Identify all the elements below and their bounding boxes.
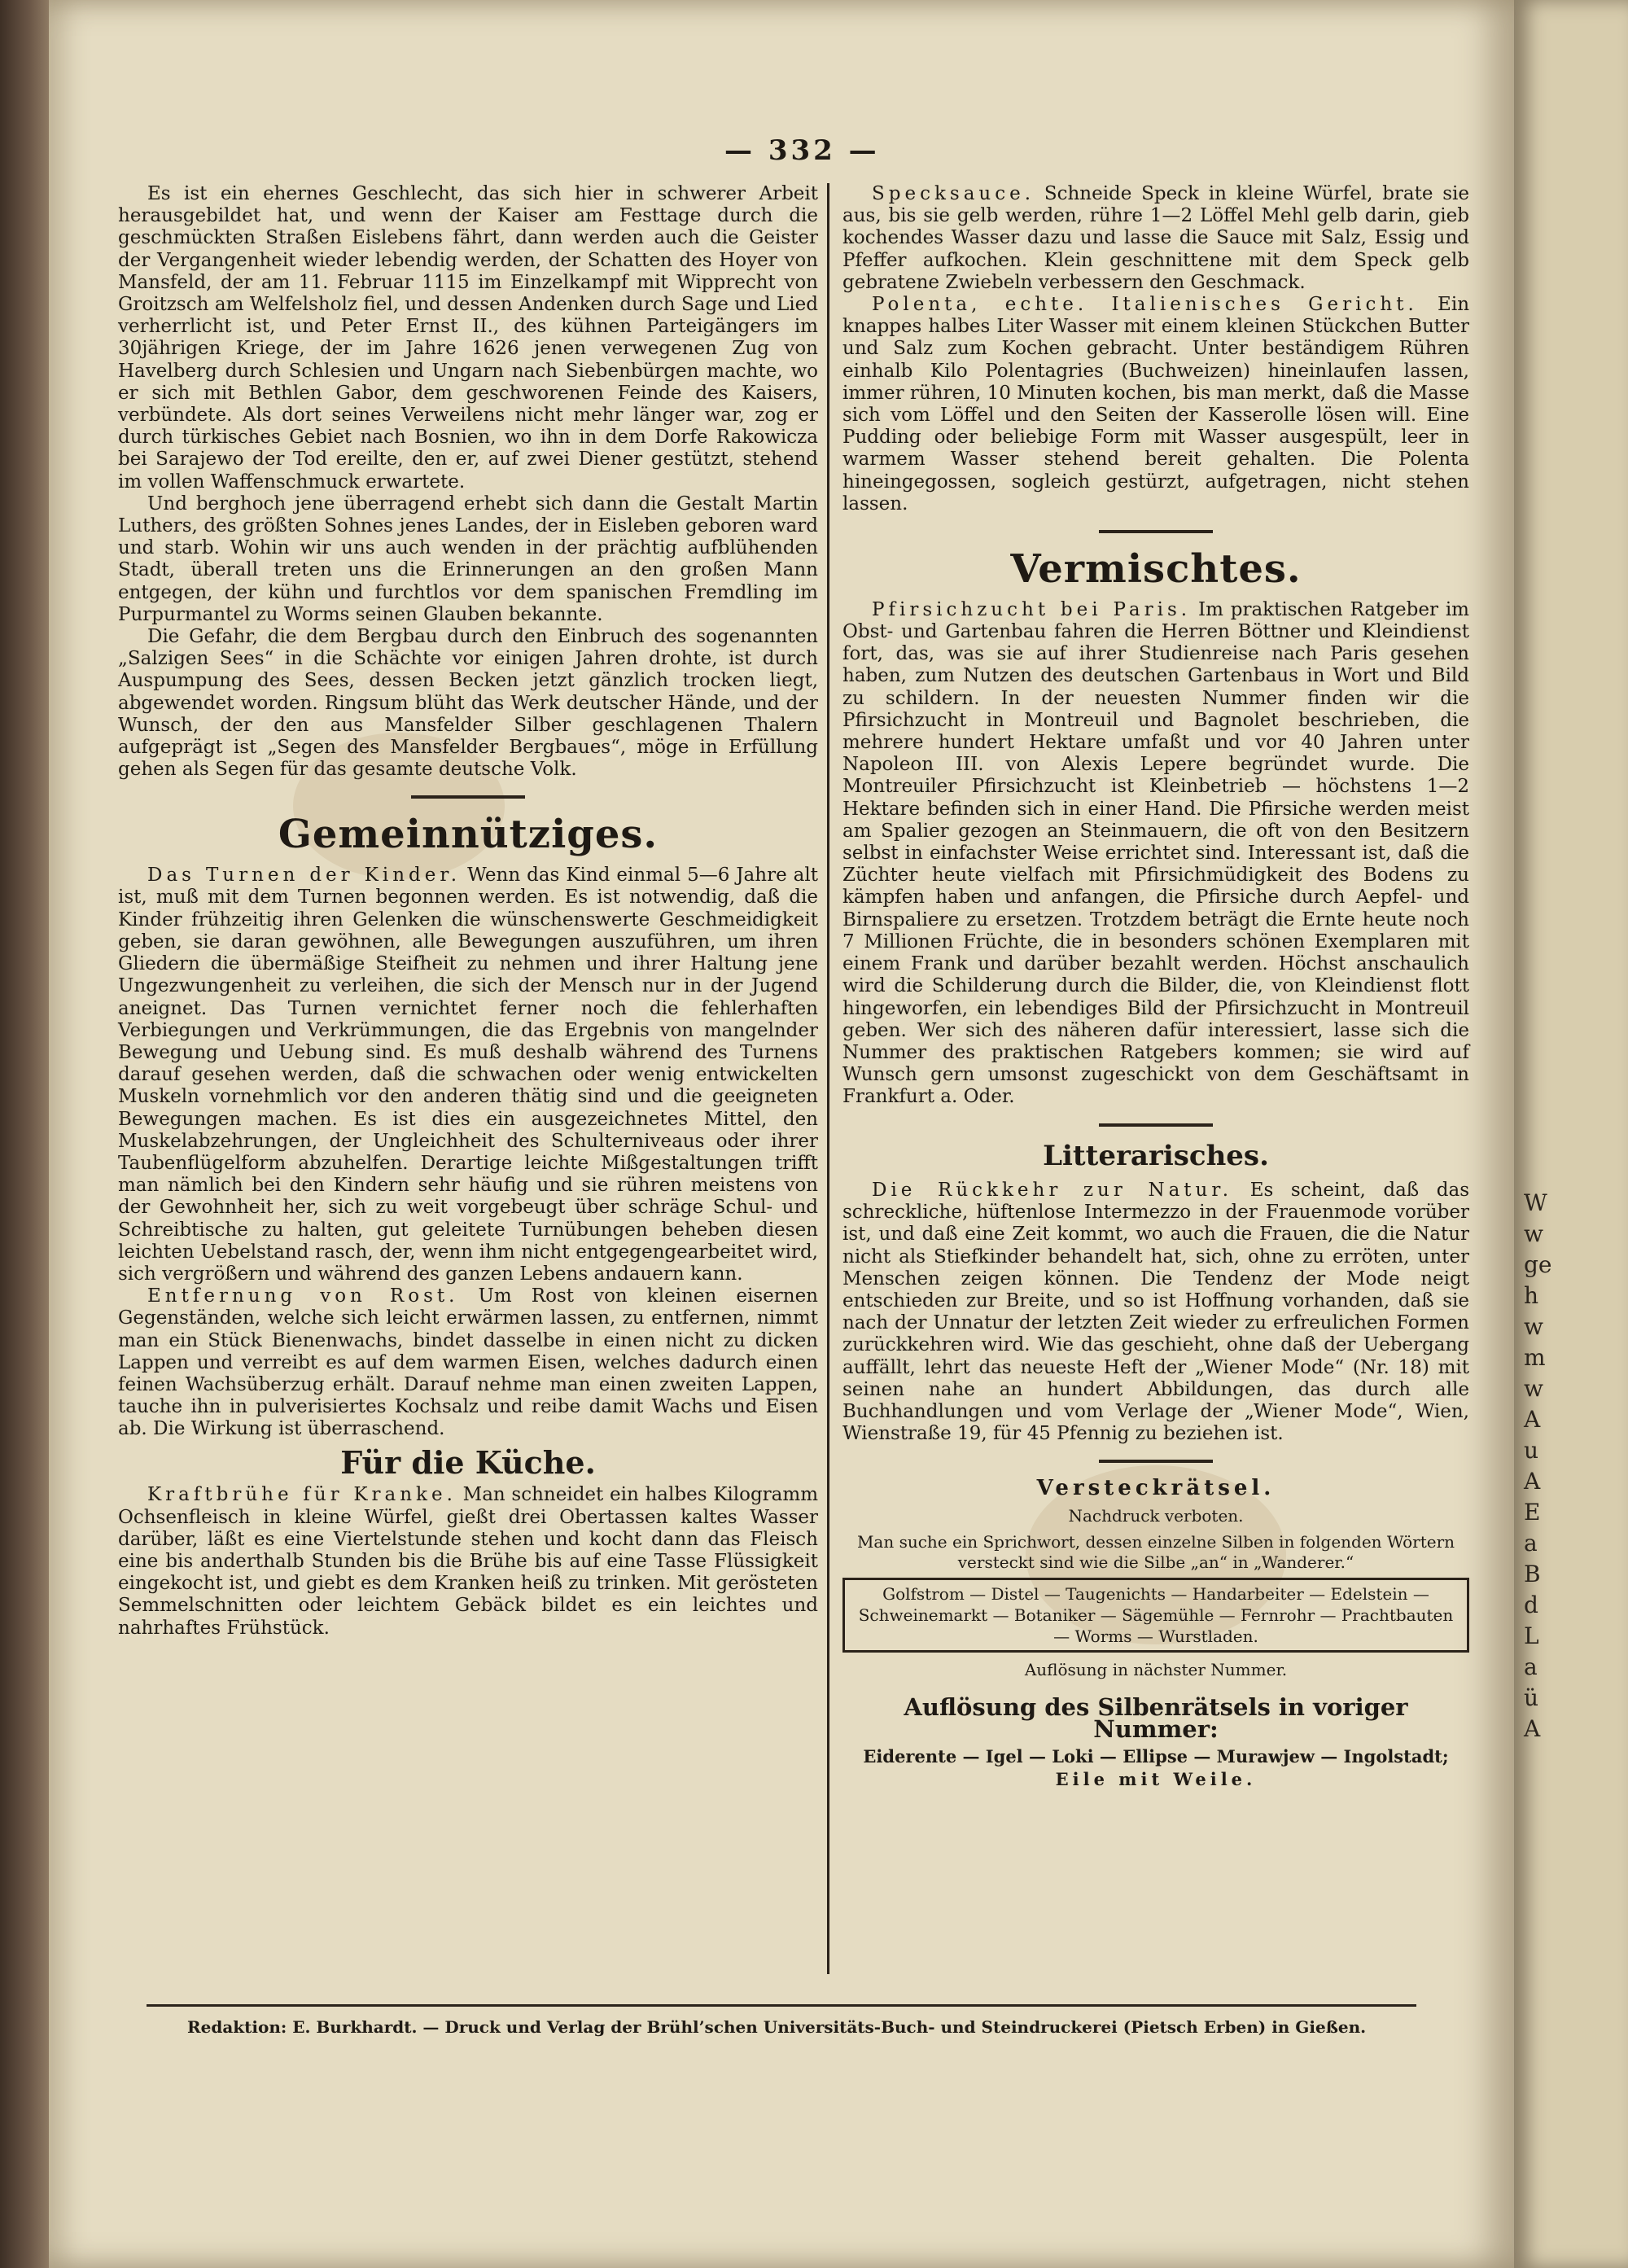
- solution-heading: Auflösung des Silbenrätsels in voriger Nummer:: [904, 1692, 1408, 1743]
- adjacent-page-fragment: u: [1524, 1437, 1539, 1464]
- adjacent-page-fragment: a: [1524, 1653, 1538, 1680]
- turnen-article: [118, 865, 818, 1285]
- pfirsich-text: Im praktischen Ratgeber im Obst- und Gartenbau fahren die Herren Böttner und Kleindienst fort, das, was sie auf ihrer Studienreise nach Paris gesehen haben, zum Nutzen des deutschen Gartenbaus in Wort und Bild zu schildern. In der neuesten Nummer finden wir die Pfirsichzucht in Montreuil und Bagnolet beschrieben, die mehrere hundert Hektare umfaßt und vor 40 Jahren unter Napoleon III. von Alexis Lepere begründet wurde. Die Montreuiler Pfirsichzucht ist Kleinbetrieb — höchstens 1—2 Hektare befinden sich in einer Hand. Die Pfirsiche werden meist am Spalier gezogen an Steinmauern, die oft von den Besitzern selbst in einfachster Weise errichtet sind. Interessant ist, daß die Züchter heute vielfach mit Pfirsichmüdigkeit des Bodens zu kämpfen haben und anfangen, die Pfirsiche durch Aepfel- und Birnspaliere zu ersetzen. Trotzdem beträgt die Ernte heute noch 7 Millionen Früchte, die in besonders schönen Exemplaren mit einem Frank und darüber bezahlt werden. Höchst anschaulich wird die Schilderung durch die Bilder, die, von Kleindienst flott hingeworfen, ein lebendiges Bild der Pfirsichzucht in Montreuil geben. Wer sich des näheren dafür interessiert, lasse sich die Nummer des praktischen Ratgebers kommen; sie wird auf Wunsch gern umsonst zugeschickt von dem Geschäftsamt in Frankfurt a. Oder.: [842, 598, 1469, 1108]
- intro-paragraph-3: Die Gefahr, die dem Bergbau durch den Einbruch des sogenannten „Salzigen Sees“ in die Schächte vor einigen Jahren drohte, ist durch Auspumpung des Sees, dessen Becken jetzt gänzlich trocken liegt, abgewendet worden. Ringsum blüht das Werk deutscher Hände, und der Wunsch, der den aus Mansfelder Silber geschlagenen Thalern aufgeprägt ist „Segen des Mansfelder Bergbaues“, möge in Erfüllung gehen als Segen für das gesamte deutsche Volk.: [118, 626, 818, 781]
- puzzle-title: Versteckrätsel.: [1036, 1476, 1276, 1501]
- adjacent-page-fragment: ü: [1524, 1684, 1539, 1711]
- adjacent-page-fragment: a: [1524, 1530, 1538, 1557]
- adjacent-page-edge: [1514, 0, 1628, 2268]
- adjacent-page-fragment: A: [1524, 1715, 1541, 1742]
- intro-paragraph-1: Es ist ein ehernes Geschlecht, das sich hier in schwerer Arbeit herausgebildet hat, und wenn der Kaiser am Festtage durch die geschmückten Straßen Eislebens fährt, dann werden auch die Geister der Vergangenheit wieder lebendig werden, der Schatten des Hoyer von Mansfeld, der am 11. Februar 1115 im Einzelkampf mit Wipprecht von Groitzsch am Welfelsholz fiel, und dessen Andenken durch Sage und Lied verherrlicht ist, und Peter Ernst II., des kühnen Parteigängers im 30jährigen Kriege, der im Jahre 1626 jenen verwegenen Zug von Havelberg durch Schlesien und Ungarn nach Siebenbürgen machte, wo er sich mit Bethlen Gabor, dem geschworenen Feinde des Kaisers, verbündete. Als dort seines Verweilens nicht mehr länger war, zog er durch türkisches Gebiet nach Bosnien, wo ihn in dem Dorfe Rakowicza bei Sarajewo der Tod ereilte, den er, auf zwei Diener gestützt, stehend im vollen Waffenschmuck erwartete.: [118, 183, 818, 493]
- gemeinnuetziges-heading: Gemeinnütziges.: [278, 812, 659, 858]
- right-column: [842, 183, 1469, 1791]
- left-column: [118, 183, 818, 1640]
- turnen-text: Wenn das Kind einmal 5—6 Jahre alt ist, muß mit dem Turnen begonnen werden. Es ist notwendig, daß die Kinder frühzeitig ihren Gelenken die wünschenswerte Geschmeidigkeit geben, sie daran gewöhnen, alle Bewegungen auszuführen, um ihren Gliedern die übermäßige Steifheit zu nehmen und ihrer Haltung jene Ungezwungenheit zu verleihen, die sich der Mensch nur in der Jugend aneignet. Das Turnen vernichtet ferner noch die fehlerhaften Verbiegungen und Verkrümmungen, die das Ergebnis von mangelnder Bewegung und Uebung sind. Es muß deshalb während des Turnens darauf gesehen werden, daß die schwachen oder wenig entwickelten Muskeln vornehmlich vor den anderen thätig sind und die geeigneten Bewegungen machen. Es ist dies ein ausgezeichnetes Mittel, den Muskelabzehrungen, der Ungleichheit des Schulterniveaus oder ihrer Taubenflügelform abzuhelfen. Derartige leichte Mißgestaltungen trifft man nämlich bei den Kindern sehr häufig und sie rühren meistens von der Gewohnheit her, sich zu weit vorgebeugt über schräge Schul- und Schreibtische zu halten, gut geleitete Turnübungen beheben diesen leichten Uebelstand rasch, der, wenn ihm nicht entgegengearbeitet wird, sich vergrößern und während des ganzen Lebens andauern kann.: [118, 865, 818, 1285]
- puzzle-instruction: Man suche ein Sprichwort, dessen einzelne Silben in folgenden Wörtern versteckt sind wie die Silbe „an“ in „Wanderer.“: [856, 1531, 1455, 1572]
- page-number: — 332 —: [724, 134, 880, 167]
- adjacent-page-fragment: ge: [1524, 1251, 1552, 1278]
- vermischtes-heading: Vermischtes.: [1010, 546, 1302, 593]
- adjacent-page-fragment: h: [1524, 1282, 1539, 1309]
- kraft-title: Kraftbrühe für Kranke.: [147, 1484, 457, 1506]
- rost-text: Um Rost von kleinen eisernen Gegenständen, welche sich leicht erwärmen lassen, zu entfernen, nimmt man ein Stück Bienenwachs, bindet dasselbe in einen nicht zu dicken Lappen und verreibt es auf dem warmen Eisen, welches dadurch einen feinen Wachsüberzug erhält. Darauf nehme man einen zweiten Lappen, tauche ihn in pulverisiertes Kochsalz und reibe damit Wachs und Eisen ab. Die Wirkung ist überraschend.: [118, 1285, 818, 1440]
- speck-title: Specksauce.: [872, 183, 1035, 204]
- rueckkehr-article: [842, 1180, 1469, 1445]
- adjacent-page-fragment: A: [1524, 1406, 1541, 1433]
- adjacent-page-fragment: B: [1524, 1561, 1541, 1587]
- adjacent-page-fragment: d: [1524, 1592, 1538, 1618]
- adjacent-page-fragment: w: [1524, 1375, 1543, 1402]
- kueche-heading: Für die Küche.: [340, 1443, 596, 1481]
- book-binding: [0, 0, 49, 2268]
- rueckkehr-title: Die Rückkehr zur Natur.: [872, 1179, 1233, 1201]
- adjacent-page-fragment: w: [1524, 1220, 1543, 1247]
- speck-article: [842, 183, 1469, 294]
- adjacent-page-fragment: E: [1524, 1499, 1541, 1526]
- pfirsich-title: Pfirsichzucht bei Paris.: [872, 598, 1192, 620]
- footer-rule: [147, 2004, 1416, 2007]
- rueckkehr-text: Es scheint, daß das schreckliche, hüftenlose Intermezzo in der Frauenmode vorüber ist, und daß eine Zeit kommt, wo auch die Frauen, die die Natur nicht als Stiefkinder behandelt hat, sich, ohne zu erröten, unter Menschen zeigen können. Die Tendenz der Mode neigt entschieden zur Breite, und so ist Hoffnung vorhanden, daß sie nach der Unnatur der letzten Zeit wieder zu erfreulichen Formen zurückkehren wird. Wie das geschieht, ohne daß der Uebergang auffällt, lehrt das neueste Heft der „Wiener Mode“ (Nr. 18) mit seinen nahe an hundert Abbildungen, das durch alle Buchhandlungen und vom Verlage der „Wiener Mode“, Wien, Wienstraße 19, für 45 Pfennig zu beziehen ist.: [842, 1179, 1469, 1445]
- pfirsich-article: [842, 599, 1469, 1109]
- solution-phrase: Eile mit Weile.: [1055, 1769, 1257, 1790]
- kraft-article: [118, 1484, 818, 1639]
- polenta-title: Polenta, echte. Italienisches Gericht.: [872, 294, 1418, 316]
- adjacent-page-fragment: W: [1524, 1189, 1547, 1216]
- solution-answers: Eiderente — Igel — Loki — Ellipse — Murawjew — Ingolstadt;: [863, 1746, 1449, 1767]
- imprint-footer: Redaktion: E. Burkhardt. — Druck und Verlag der Brühl’schen Universitäts-Buch- und Steindruckerei (Pietsch Erben) in Gießen.: [187, 2017, 1367, 2037]
- versteckraetsel: [842, 1478, 1469, 1791]
- rost-article: [118, 1285, 818, 1440]
- rost-title: Entfernung von Rost.: [147, 1285, 459, 1307]
- puzzle-note: Nachdruck verboten.: [1068, 1505, 1244, 1526]
- polenta-text: Ein knappes halbes Liter Wasser mit einem kleinen Stückchen Butter und Salz zum Kochen gebracht. Unter beständigem Rühren einhalb Kilo Polentagries (Buchweizen) hineinlaufen lassen, immer rühren, 10 Minuten kochen, bis man merkt, daß die Masse sich vom Löffel und den Seiten der Kasserolle lösen will. Eine Pudding oder beliebige Form mit Wasser ausgespült, leer in warmem Wasser stehend bereit gehalten. Die Polenta hineingegossen, sogleich gestürzt, aufgetragen, nicht stehen lassen.: [842, 294, 1470, 514]
- speck-text: Schneide Speck in kleine Würfel, brate sie aus, bis sie gelb werden, rühre 1—2 Löffel Mehl gelb darin, gieb kochendes Wasser dazu und lasse die Sauce mit Salz, Essig und Pfeffer aufkochen. Klein geschnittene mit dem Speck gelb gebratene Zwiebeln verbessern den Geschmack.: [842, 183, 1470, 293]
- adjacent-page-fragment: L: [1524, 1622, 1539, 1649]
- kraft-text: Man schneidet ein halbes Kilogramm Ochsenfleisch in kleine Würfel, gießt drei Obertassen kaltes Wasser darüber, läßt es eine Viertelstunde stehen und kocht dann das Fleisch eine bis anderthalb Stunden bis die Brühe bis auf eine Tasse Flüssigkeit eingekocht ist, und giebt es dem Kranken heiß zu trinken. Mit gerösteten Semmelschnitten oder leichtem Gebäck bildet es ein leichtes und nahrhaftes Frühstück.: [118, 1484, 819, 1639]
- column-divider: [827, 183, 829, 1974]
- adjacent-page-fragment: A: [1524, 1468, 1541, 1495]
- adjacent-page-fragment: m: [1524, 1344, 1546, 1371]
- section-rule: [1099, 530, 1213, 533]
- adjacent-page-fragment: w: [1524, 1313, 1543, 1340]
- section-rule: [411, 795, 525, 799]
- section-rule: [1099, 1460, 1213, 1463]
- polenta-article: [842, 294, 1469, 515]
- litterarisches-heading: Litterarisches.: [1043, 1139, 1269, 1172]
- puzzle-next: Auflösung in nächster Nummer.: [1024, 1659, 1288, 1679]
- puzzle-words-box: Golfstrom — Distel — Taugenichts — Handarbeiter — Edelstein — Schweinemarkt — Botaniker — Sägemühle — Fernrohr — Prachtbauten — Worms — Wurstladen.: [842, 1578, 1469, 1653]
- section-rule: [1099, 1123, 1213, 1127]
- intro-paragraph-2: Und berghoch jene überragend erhebt sich dann die Gestalt Martin Luthers, des größten Sohnes jenes Landes, der in Eisleben geboren ward und starb. Wohin wir uns auch wenden in der prächtig aufblühenden Stadt, überall treten uns die Erinnerungen an den großen Mann entgegen, der kühn und furchtlos vor dem spanischen Fremdling im Purpurmantel zu Worms seinen Glauben bekannte.: [118, 493, 818, 625]
- turnen-title: Das Turnen der Kinder.: [147, 865, 462, 887]
